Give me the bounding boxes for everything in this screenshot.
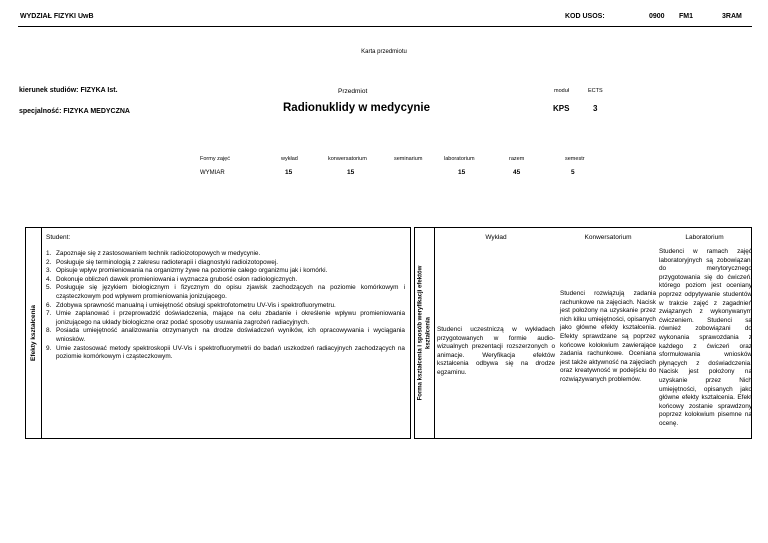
outcome-text: Umie zaplanować i przeprowadzić doświadczenia, mające na celu zbadanie i określenie wpływu promieniowania jonizującego na układy biologiczne oraz podać sposoby usuwania zagrożeń radiacyjnych. xyxy=(56,310,405,326)
outcome-text: Opisuje wpływ promieniowania na organizmy żywe na poziomie całego organizmu jak i komórki. xyxy=(56,267,328,275)
outcome-number: 8. xyxy=(46,327,52,335)
code-field: FM1 xyxy=(679,13,693,20)
hours-value-konwersatorium: 15 xyxy=(347,169,355,176)
student-label: Student: xyxy=(46,234,71,241)
forms-side-label: Forma kształcenia i sposób weryfikacji efektów kształcenia xyxy=(417,265,431,401)
outcome-item xyxy=(46,267,405,276)
code-number: 0900 xyxy=(649,13,665,20)
hours-value-razem: 45 xyxy=(513,169,521,176)
outcome-item xyxy=(46,250,405,259)
hours-header-wyklad: wykład xyxy=(281,156,298,162)
outcome-text: Zapoznaje się z zastosowaniem technik radioizotopowych w medycynie. xyxy=(56,250,261,257)
outcome-item xyxy=(46,310,405,327)
outcome-number: 3. xyxy=(46,267,52,275)
outcome-text: Posługuje się językiem biologicznym i fizycznym do opisu zjawisk zachodzących na poziomie komórkowym i cząsteczkowym pod wpływem promieniowania jonizującego. xyxy=(56,284,405,300)
hours-header-seminarium: seminarium xyxy=(394,156,423,162)
field-of-study: kierunek studiów: FIZYKA Ist. xyxy=(19,87,118,94)
column-text-konwersatorium: Studenci rozwiązują zadania rachunkowe na zajęciach. Nacisk jest położony na uzyskanie przez nich kilku umiejętności, opisanych jako główne efekty kształcenia. Efekty sprawdzane są poprzez końcowe kolokwium zawierające zadania rachunkowe. Oceniana jest także aktywność na zajęciach oraz kreatywność w podejściu do rozwiązywanych problemów. xyxy=(560,290,656,383)
column-text-laboratorium: Studenci w ramach zajęć laboratoryjnych są zobowiązani do merytorycznego przygotowania się do ćwiczeń, którego poziom jest oceniany poprzez odpytywanie studentów w trakcie zajęć z zagadnień związanych z wykonywanym ćwiczeniem. Studenci są również zobowiązani do wykonania sprawozdania z każdego z ćwiczeń oraz sformułowania wniosków płynących z doświadczenia. Nacisk jest położony na uzyskanie przez Nich umiejętności, opisanych jako główne efekty kształcenia. Efekt końcowy zostanie sprawdzony poprzez kolokwium pisemne na ocenę. xyxy=(659,248,752,427)
column-heading-wyklad: Wykład xyxy=(485,234,507,241)
hours-header-konwersatorium: konwersatorium xyxy=(328,156,367,162)
outcome-number: 9. xyxy=(46,344,52,352)
outcome-text: Dokonuje obliczeń dawek promieniowania i wyznacza grubość osłon radiologicznych. xyxy=(56,275,298,283)
outcome-number: 7. xyxy=(46,310,52,318)
outcome-number: 5. xyxy=(46,284,52,292)
outcome-number: 2. xyxy=(46,258,52,266)
hours-header-laboratorium: laboratorium xyxy=(444,156,475,162)
module-code: KPS xyxy=(553,104,570,113)
kod-usos-label: KOD USOS: xyxy=(565,13,605,20)
outcome-number: 4. xyxy=(46,275,52,283)
outcome-text: Zdobywa sprawność manualną i umiejętność obsługi spektrofotometru UV-Vis i spektrofluorymetru. xyxy=(56,301,336,309)
hours-value-laboratorium: 15 xyxy=(458,169,466,176)
document-subtitle: Karta przedmiotu xyxy=(361,49,407,55)
ects-label: ECTS xyxy=(588,88,603,94)
outcomes-side-label-wrap xyxy=(26,228,41,438)
hours-header-razem: razem xyxy=(509,156,525,162)
ects-value: 3 xyxy=(593,104,598,113)
forms-side-label-wrap xyxy=(415,228,434,438)
outcomes-side-label: Efekty kształcenia xyxy=(29,304,37,362)
outcome-item xyxy=(46,284,405,301)
column-heading-laboratorium: Laboratorium xyxy=(685,234,724,241)
header-divider xyxy=(18,26,752,27)
hours-header-semestr: semestr xyxy=(565,156,585,162)
outcome-text: Umie zastosować metody spektroskopii UV-Vis i spektrofluorymetrii do badań uszkodzeń radiacyjnych zachodzących na poziomie komórkowym i cząsteczkowym. xyxy=(56,344,405,361)
module-label: moduł xyxy=(554,88,569,94)
outcome-item xyxy=(46,327,405,344)
subject-label: Przedmiot xyxy=(338,88,368,95)
code-level: 3RAM xyxy=(722,13,742,20)
outcome-text: Posługuje się terminologią z zakresu radioterapii i diagnostyki radioizotopowej. xyxy=(56,258,279,266)
outcome-item xyxy=(46,276,405,285)
outcomes-list xyxy=(46,250,405,362)
outcome-number: 6. xyxy=(46,301,52,309)
outcome-number: 1. xyxy=(46,250,52,257)
outcome-text: Posiada umiejętność analizowania otrzymanych na drodze doświadczeń wyników, ich opracowywania i wyciągania wniosków. xyxy=(56,327,405,343)
hours-value-wyklad: 15 xyxy=(285,169,293,176)
outcome-item xyxy=(46,345,405,362)
forms-side-divider xyxy=(434,227,435,439)
column-heading-konwersatorium: Konwersatorium xyxy=(584,234,632,241)
outcome-item xyxy=(46,259,405,268)
course-title: Radionuklidy w medycynie xyxy=(283,102,430,114)
outcome-item xyxy=(46,302,405,311)
specialization: specjalność: FIZYKA MEDYCZNA xyxy=(19,108,130,115)
forms-label: Formy zajęć xyxy=(200,156,230,162)
column-text-wyklad: Studenci uczestniczą w wykładach przygotowanych w formie audio-wizualnych prezentacji rozszerzonych o animacje. Weryfikacja efektów kształcenia odbywa się na drodze egzaminu. xyxy=(437,326,555,376)
faculty-name: WYDZIAŁ FIZYKI UwB xyxy=(20,13,94,20)
outcomes-side-divider xyxy=(41,227,42,439)
hours-value-semestr: 5 xyxy=(571,169,575,176)
dimension-label: WYMIAR xyxy=(200,170,225,176)
